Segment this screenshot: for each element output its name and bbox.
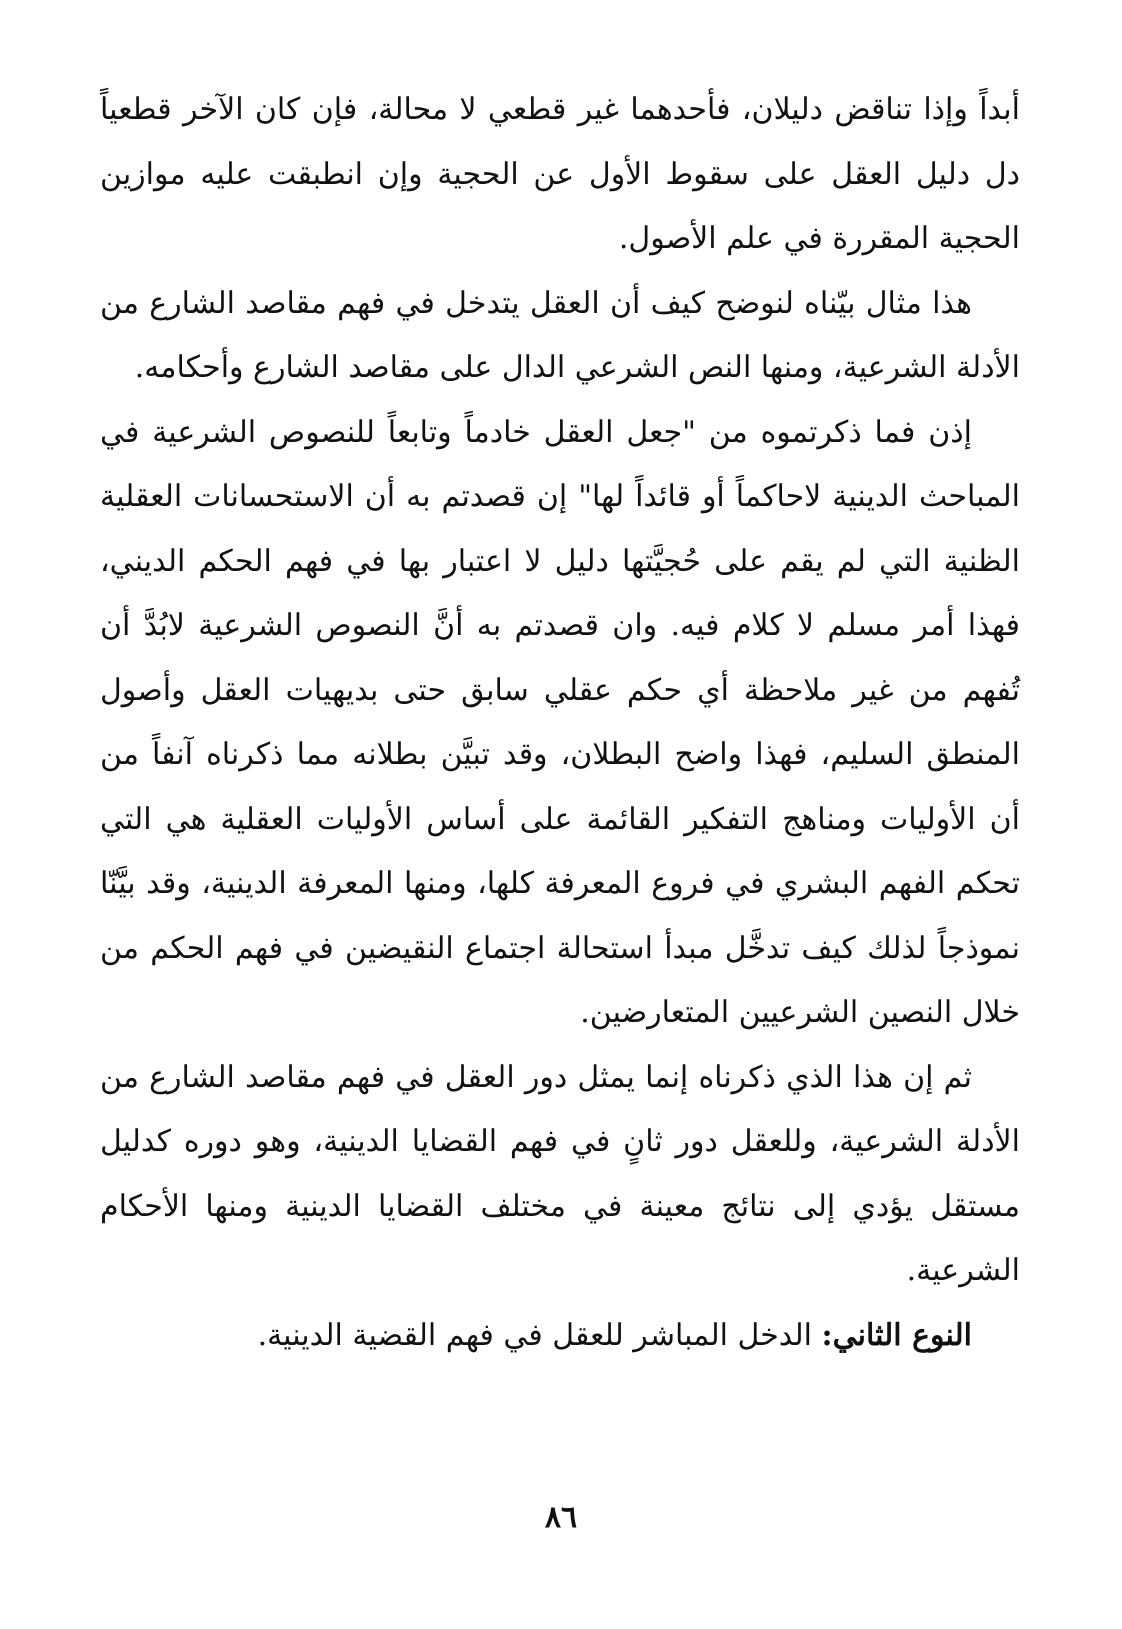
paragraph-3: إذن فما ذكرتموه من "جعل العقل خادماً وتابعاً للنصوص الشرعية في المباحث الدينية لاحاكماً أو قائداً لها" إن قصدتم به أن الاستحسانات العقلية الظنية التي لم يقم على حُجيَّتها دليل لا اعتبار بها في فهم الحكم الديني، فهذا أمر مسلم لا كلام فيه. وان قصدتم به أنَّ النصوص الشرعية لابُدَّ أن تُفهم من غير ملاحظة أي حكم عقلي سابق حتى بديهيات العقل وأصول المنطق السليم، فهذا واضح البطلان، وقد تبيَّن بطلانه مما ذكرناه آنفاً من أن الأوليات ومناهج التفكير القائمة على أساس الأوليات العقلية هي التي تحكم الفهم البشري في فروع المعرفة كلها، ومنها المعرفة الدينية، وقد بيَّنّا نموذجاً لذلك كيف تدخَّل مبدأ استحالة اجتماع النقيضين في فهم الحكم من خلال النصين الشرعيين المتعارضين. xyxy=(100,414,1020,1030)
paragraph-1: أبداً وإذا تناقض دليلان، فأحدهما غير قطعي لا محالة، فإن كان الآخر قطعياً دل دليل العقل على سقوط الأول عن الحجية وإن انطبقت عليه موازين الحجية المقررة في علم الأصول. xyxy=(100,92,1020,256)
body-text xyxy=(100,78,1020,1368)
section-heading-text: الدخل المباشر للعقل في فهم القضية الدينية. xyxy=(257,1317,822,1353)
paragraph-4: ثم إن هذا الذي ذكرناه إنما يمثل دور العقل في فهم مقاصد الشارع من الأدلة الشرعية، وللعقل دور ثانٍ في فهم القضايا الدينية، وهو دوره كدليل مستقل يؤدي إلى نتائج معينة في مختلف القضايا الدينية ومنها الأحكام الشرعية. xyxy=(100,1059,1020,1288)
page-number: ٨٦ xyxy=(544,1500,578,1535)
section-heading-label: النوع الثاني: xyxy=(821,1317,972,1353)
section-heading xyxy=(100,1304,1020,1369)
paragraph-2: هذا مثال بيّناه لنوضح كيف أن العقل يتدخل في فهم مقاصد الشارع من الأدلة الشرعية، ومنها النص الشرعي الدال على مقاصد الشارع وأحكامه. xyxy=(100,285,1020,385)
